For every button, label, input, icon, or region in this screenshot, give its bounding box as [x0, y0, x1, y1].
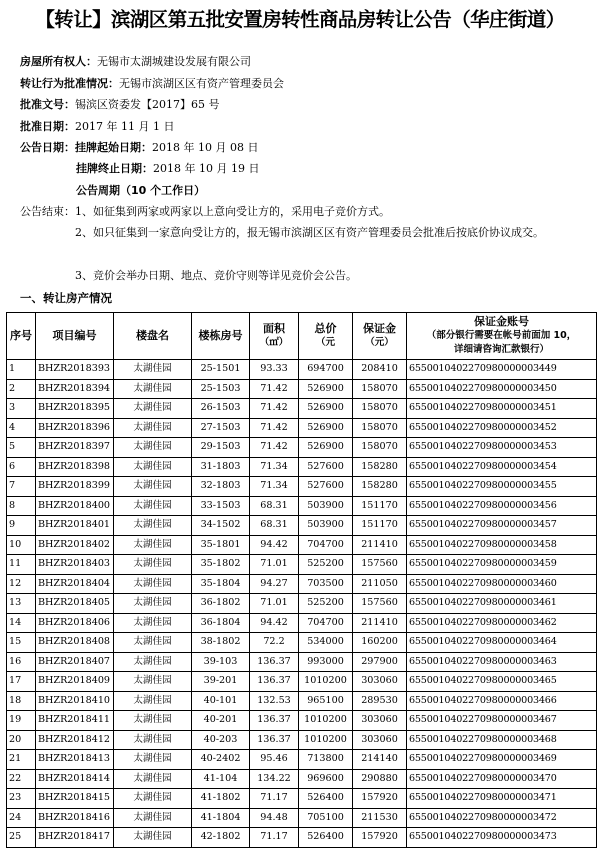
cell-room: 40-203: [192, 730, 250, 750]
end-date-line: [76, 162, 259, 176]
cell-estate: 太湖佳园: [114, 711, 192, 731]
cell-price: 704700: [299, 535, 353, 555]
cell-area: 136.37: [250, 730, 299, 750]
note-item-3: 3、竞价会举办日期、地点、竞价守则等详见竞价会公告。: [75, 269, 357, 282]
cell-price: 525200: [299, 555, 353, 575]
cell-account: 6550010402270980000003472: [407, 808, 597, 828]
cell-account: 6550010402270980000003452: [407, 418, 597, 438]
table-row: [7, 496, 597, 516]
cell-deposit: 211530: [353, 808, 407, 828]
section-title: 一、转让房产情况: [20, 291, 112, 305]
cell-price: 526900: [299, 379, 353, 399]
note-item-2: 2、如只征集到一家意向受让方的，报无锡市滨湖区区有资产管理委员会批准后按底价协议成交。: [75, 226, 544, 239]
notice-date-line: [20, 141, 258, 155]
cell-code: BHZR2018412: [36, 730, 114, 750]
cell-deposit: 157920: [353, 789, 407, 809]
cell-account: 6550010402270980000003468: [407, 730, 597, 750]
table-row: [7, 516, 597, 536]
cell-account: 6550010402270980000003471: [407, 789, 597, 809]
cell-area: 71.42: [250, 418, 299, 438]
cell-room: 40-201: [192, 711, 250, 731]
page-title: 【转让】滨湖区第五批安置房转性商品房转让公告（华庄街道）: [35, 8, 565, 31]
cell-no: 18: [7, 691, 36, 711]
cell-code: BHZR2018415: [36, 789, 114, 809]
header-price-label: 总价: [314, 322, 337, 335]
table-row: [7, 691, 597, 711]
owner-value: 无锡市太湖城建设发展有限公司: [97, 55, 251, 68]
table-row: [7, 730, 597, 750]
cell-no: 13: [7, 594, 36, 614]
cell-estate: 太湖佳园: [114, 691, 192, 711]
cell-no: 17: [7, 672, 36, 692]
cell-code: BHZR2018402: [36, 535, 114, 555]
cell-account: 6550010402270980000003451: [407, 399, 597, 419]
cell-room: 35-1804: [192, 574, 250, 594]
cell-no: 5: [7, 438, 36, 458]
table-row: [7, 711, 597, 731]
cell-area: 136.37: [250, 652, 299, 672]
cell-deposit: 158070: [353, 379, 407, 399]
table-row: [7, 613, 597, 633]
cell-area: 68.31: [250, 496, 299, 516]
cell-deposit: 211050: [353, 574, 407, 594]
note-lead: 公告结束：1、如征集到两家或两家以上意向受让方的，采用电子竞价方式。: [20, 205, 390, 218]
cell-deposit: 160200: [353, 633, 407, 653]
header-estate: 楼盘名: [114, 313, 192, 360]
cell-no: 9: [7, 516, 36, 536]
cell-price: 503900: [299, 496, 353, 516]
cell-code: BHZR2018396: [36, 418, 114, 438]
cell-room: 33-1503: [192, 496, 250, 516]
cell-code: BHZR2018397: [36, 438, 114, 458]
cell-deposit: 303060: [353, 730, 407, 750]
cell-price: 526400: [299, 828, 353, 848]
cell-code: BHZR2018404: [36, 574, 114, 594]
cell-code: BHZR2018399: [36, 477, 114, 497]
cell-deposit: 151170: [353, 496, 407, 516]
cell-estate: 太湖佳园: [114, 574, 192, 594]
cell-room: 32-1803: [192, 477, 250, 497]
period-line: [76, 184, 205, 198]
approval-line: [20, 77, 284, 91]
cell-code: BHZR2018401: [36, 516, 114, 536]
cell-price: 703500: [299, 574, 353, 594]
cell-deposit: 214140: [353, 750, 407, 770]
table-row: [7, 808, 597, 828]
cell-no: 25: [7, 828, 36, 848]
cell-area: 136.37: [250, 672, 299, 692]
cell-area: 71.42: [250, 379, 299, 399]
cell-account: 6550010402270980000003467: [407, 711, 597, 731]
cell-area: 71.42: [250, 438, 299, 458]
table-row: [7, 789, 597, 809]
table-row: [7, 457, 597, 477]
table-header-row: [7, 313, 597, 360]
cell-account: 6550010402270980000003465: [407, 672, 597, 692]
cell-price: 527600: [299, 457, 353, 477]
table-row: [7, 672, 597, 692]
cell-no: 12: [7, 574, 36, 594]
cell-no: 2: [7, 379, 36, 399]
cell-account: 6550010402270980000003458: [407, 535, 597, 555]
cell-room: 38-1802: [192, 633, 250, 653]
cell-price: 705100: [299, 808, 353, 828]
cell-room: 41-1802: [192, 789, 250, 809]
cell-deposit: 158280: [353, 477, 407, 497]
cell-code: BHZR2018416: [36, 808, 114, 828]
cell-deposit: 158280: [353, 457, 407, 477]
cell-room: 25-1501: [192, 360, 250, 380]
cell-account: 6550010402270980000003457: [407, 516, 597, 536]
cell-deposit: 211410: [353, 613, 407, 633]
header-deposit: [353, 313, 407, 360]
cell-no: 21: [7, 750, 36, 770]
header-deposit-label: 保证金: [363, 322, 396, 335]
cell-deposit: 211410: [353, 535, 407, 555]
header-account-note-1: （部分银行需要在帐号前面加 10，: [426, 330, 577, 341]
cell-price: 527600: [299, 477, 353, 497]
cell-code: BHZR2018400: [36, 496, 114, 516]
header-area-label: 面积: [263, 322, 285, 335]
cell-account: 6550010402270980000003464: [407, 633, 597, 653]
cell-estate: 太湖佳园: [114, 379, 192, 399]
end-date-value: 2018 年 10 月 19 日: [153, 162, 260, 175]
cell-code: BHZR2018406: [36, 613, 114, 633]
cell-no: 1: [7, 360, 36, 380]
cell-code: BHZR2018408: [36, 633, 114, 653]
cell-estate: 太湖佳园: [114, 418, 192, 438]
cell-code: BHZR2018413: [36, 750, 114, 770]
cell-area: 134.22: [250, 769, 299, 789]
cell-account: 6550010402270980000003462: [407, 613, 597, 633]
approval-label: 转让行为批准情况：: [20, 77, 119, 90]
cell-price: 526900: [299, 438, 353, 458]
header-room: 楼栋房号: [192, 313, 250, 360]
table-row: [7, 418, 597, 438]
cell-account: 6550010402270980000003466: [407, 691, 597, 711]
cell-room: 39-201: [192, 672, 250, 692]
table-row: [7, 555, 597, 575]
cell-price: 525200: [299, 594, 353, 614]
cell-no: 19: [7, 711, 36, 731]
owner-label: 房屋所有权人：: [20, 55, 97, 68]
doc-number-label: 批准文号：: [20, 98, 75, 111]
cell-deposit: 151170: [353, 516, 407, 536]
cell-code: BHZR2018409: [36, 672, 114, 692]
cell-no: 10: [7, 535, 36, 555]
header-account-note-2: 详细请咨询汇款银行）: [453, 344, 549, 355]
cell-code: BHZR2018395: [36, 399, 114, 419]
cell-area: 95.46: [250, 750, 299, 770]
cell-no: 23: [7, 789, 36, 809]
cell-deposit: 208410: [353, 360, 407, 380]
cell-room: 36-1802: [192, 594, 250, 614]
cell-no: 16: [7, 652, 36, 672]
cell-account: 6550010402270980000003469: [407, 750, 597, 770]
approval-value: 无锡市滨湖区区有资产管理委员会: [119, 77, 284, 90]
cell-room: 36-1804: [192, 613, 250, 633]
header-no: 序号: [7, 313, 36, 360]
cell-room: 42-1802: [192, 828, 250, 848]
cell-price: 526900: [299, 399, 353, 419]
cell-deposit: 158070: [353, 438, 407, 458]
table-row: [7, 633, 597, 653]
cell-room: 35-1801: [192, 535, 250, 555]
cell-estate: 太湖佳园: [114, 555, 192, 575]
cell-price: 534000: [299, 633, 353, 653]
cell-estate: 太湖佳园: [114, 360, 192, 380]
cell-account: 6550010402270980000003461: [407, 594, 597, 614]
cell-deposit: 158070: [353, 399, 407, 419]
approve-date-value: 2017 年 11 月 1 日: [75, 120, 175, 133]
header-deposit-unit: （元）: [365, 337, 394, 348]
cell-area: 94.48: [250, 808, 299, 828]
cell-estate: 太湖佳园: [114, 535, 192, 555]
cell-room: 35-1802: [192, 555, 250, 575]
table-row: [7, 574, 597, 594]
cell-price: 965100: [299, 691, 353, 711]
cell-estate: 太湖佳园: [114, 438, 192, 458]
cell-price: 1010200: [299, 730, 353, 750]
approve-date-line: [20, 120, 174, 134]
cell-estate: 太湖佳园: [114, 750, 192, 770]
cell-room: 29-1503: [192, 438, 250, 458]
cell-room: 25-1503: [192, 379, 250, 399]
cell-code: BHZR2018417: [36, 828, 114, 848]
cell-area: 136.37: [250, 711, 299, 731]
header-price-unit: （元: [315, 337, 335, 348]
start-date-value: 2018 年 10 月 08 日: [152, 141, 259, 154]
cell-estate: 太湖佳园: [114, 633, 192, 653]
cell-account: 6550010402270980000003449: [407, 360, 597, 380]
cell-account: 6550010402270980000003459: [407, 555, 597, 575]
cell-estate: 太湖佳园: [114, 652, 192, 672]
start-date-label: 挂牌起始日期：: [75, 141, 152, 154]
cell-no: 24: [7, 808, 36, 828]
header-price: [299, 313, 353, 360]
cell-area: 94.42: [250, 535, 299, 555]
cell-price: 526900: [299, 418, 353, 438]
header-code: 项目编号: [36, 313, 114, 360]
cell-no: 8: [7, 496, 36, 516]
cell-code: BHZR2018393: [36, 360, 114, 380]
cell-code: BHZR2018411: [36, 711, 114, 731]
doc-number-value: 锡滨区资委发【2017】65 号: [75, 98, 220, 111]
cell-no: 11: [7, 555, 36, 575]
cell-room: 26-1503: [192, 399, 250, 419]
cell-estate: 太湖佳园: [114, 457, 192, 477]
cell-account: 6550010402270980000003455: [407, 477, 597, 497]
table-row: [7, 828, 597, 848]
table-row: [7, 379, 597, 399]
cell-room: 40-2402: [192, 750, 250, 770]
cell-no: 6: [7, 457, 36, 477]
cell-estate: 太湖佳园: [114, 399, 192, 419]
cell-account: 6550010402270980000003473: [407, 828, 597, 848]
table-row: [7, 594, 597, 614]
table-row: [7, 769, 597, 789]
cell-estate: 太湖佳园: [114, 789, 192, 809]
cell-deposit: 157560: [353, 555, 407, 575]
cell-price: 993000: [299, 652, 353, 672]
cell-no: 14: [7, 613, 36, 633]
cell-area: 71.01: [250, 555, 299, 575]
table-body: [7, 360, 597, 848]
cell-deposit: 297900: [353, 652, 407, 672]
cell-area: 71.17: [250, 789, 299, 809]
cell-code: BHZR2018410: [36, 691, 114, 711]
approve-date-label: 批准日期：: [20, 120, 75, 133]
cell-price: 1010200: [299, 711, 353, 731]
cell-account: 6550010402270980000003456: [407, 496, 597, 516]
cell-estate: 太湖佳园: [114, 613, 192, 633]
cell-no: 22: [7, 769, 36, 789]
notice-date-label: 公告日期：: [20, 141, 75, 154]
cell-room: 31-1803: [192, 457, 250, 477]
cell-deposit: 289530: [353, 691, 407, 711]
cell-no: 15: [7, 633, 36, 653]
cell-area: 71.34: [250, 477, 299, 497]
cell-estate: 太湖佳园: [114, 769, 192, 789]
table-row: [7, 360, 597, 380]
cell-room: 39-103: [192, 652, 250, 672]
end-date-label: 挂牌终止日期：: [76, 162, 153, 175]
cell-area: 71.42: [250, 399, 299, 419]
cell-estate: 太湖佳园: [114, 477, 192, 497]
cell-code: BHZR2018398: [36, 457, 114, 477]
cell-deposit: 303060: [353, 711, 407, 731]
cell-estate: 太湖佳园: [114, 730, 192, 750]
cell-deposit: 303060: [353, 672, 407, 692]
cell-code: BHZR2018403: [36, 555, 114, 575]
cell-account: 6550010402270980000003454: [407, 457, 597, 477]
table-row: [7, 535, 597, 555]
cell-no: 3: [7, 399, 36, 419]
header-account-label: 保证金账号: [474, 315, 529, 328]
cell-deposit: 157920: [353, 828, 407, 848]
cell-code: BHZR2018394: [36, 379, 114, 399]
cell-estate: 太湖佳园: [114, 828, 192, 848]
cell-area: 71.01: [250, 594, 299, 614]
cell-account: 6550010402270980000003460: [407, 574, 597, 594]
cell-area: 71.17: [250, 828, 299, 848]
cell-no: 20: [7, 730, 36, 750]
cell-area: 94.27: [250, 574, 299, 594]
header-area-unit: （㎡）: [259, 337, 289, 348]
cell-account: 6550010402270980000003470: [407, 769, 597, 789]
cell-price: 526400: [299, 789, 353, 809]
cell-area: 72.2: [250, 633, 299, 653]
cell-room: 41-1804: [192, 808, 250, 828]
cell-code: BHZR2018407: [36, 652, 114, 672]
cell-deposit: 157560: [353, 594, 407, 614]
cell-area: 93.33: [250, 360, 299, 380]
cell-price: 503900: [299, 516, 353, 536]
cell-account: 6550010402270980000003463: [407, 652, 597, 672]
cell-deposit: 290880: [353, 769, 407, 789]
header-account: [407, 313, 597, 360]
notice-period: 公告周期（10 个工作日）: [76, 184, 206, 197]
cell-room: 34-1502: [192, 516, 250, 536]
cell-room: 40-101: [192, 691, 250, 711]
cell-estate: 太湖佳园: [114, 672, 192, 692]
cell-price: 694700: [299, 360, 353, 380]
table-row: [7, 438, 597, 458]
cell-no: 4: [7, 418, 36, 438]
owner-line: [20, 55, 251, 69]
cell-no: 7: [7, 477, 36, 497]
cell-estate: 太湖佳园: [114, 594, 192, 614]
table-row: [7, 750, 597, 770]
doc-number-line: [20, 98, 220, 112]
cell-price: 969600: [299, 769, 353, 789]
cell-area: 68.31: [250, 516, 299, 536]
cell-estate: 太湖佳园: [114, 496, 192, 516]
cell-price: 704700: [299, 613, 353, 633]
cell-estate: 太湖佳园: [114, 516, 192, 536]
cell-price: 1010200: [299, 672, 353, 692]
cell-price: 713800: [299, 750, 353, 770]
cell-account: 6550010402270980000003450: [407, 379, 597, 399]
table-row: [7, 399, 597, 419]
table-row: [7, 652, 597, 672]
cell-room: 27-1503: [192, 418, 250, 438]
cell-code: BHZR2018414: [36, 769, 114, 789]
cell-account: 6550010402270980000003453: [407, 438, 597, 458]
header-area: [250, 313, 299, 360]
cell-estate: 太湖佳园: [114, 808, 192, 828]
cell-code: BHZR2018405: [36, 594, 114, 614]
cell-deposit: 158070: [353, 418, 407, 438]
cell-room: 41-104: [192, 769, 250, 789]
table-row: [7, 477, 597, 497]
cell-area: 94.42: [250, 613, 299, 633]
cell-area: 132.53: [250, 691, 299, 711]
cell-area: 71.34: [250, 457, 299, 477]
property-table: [6, 312, 597, 848]
